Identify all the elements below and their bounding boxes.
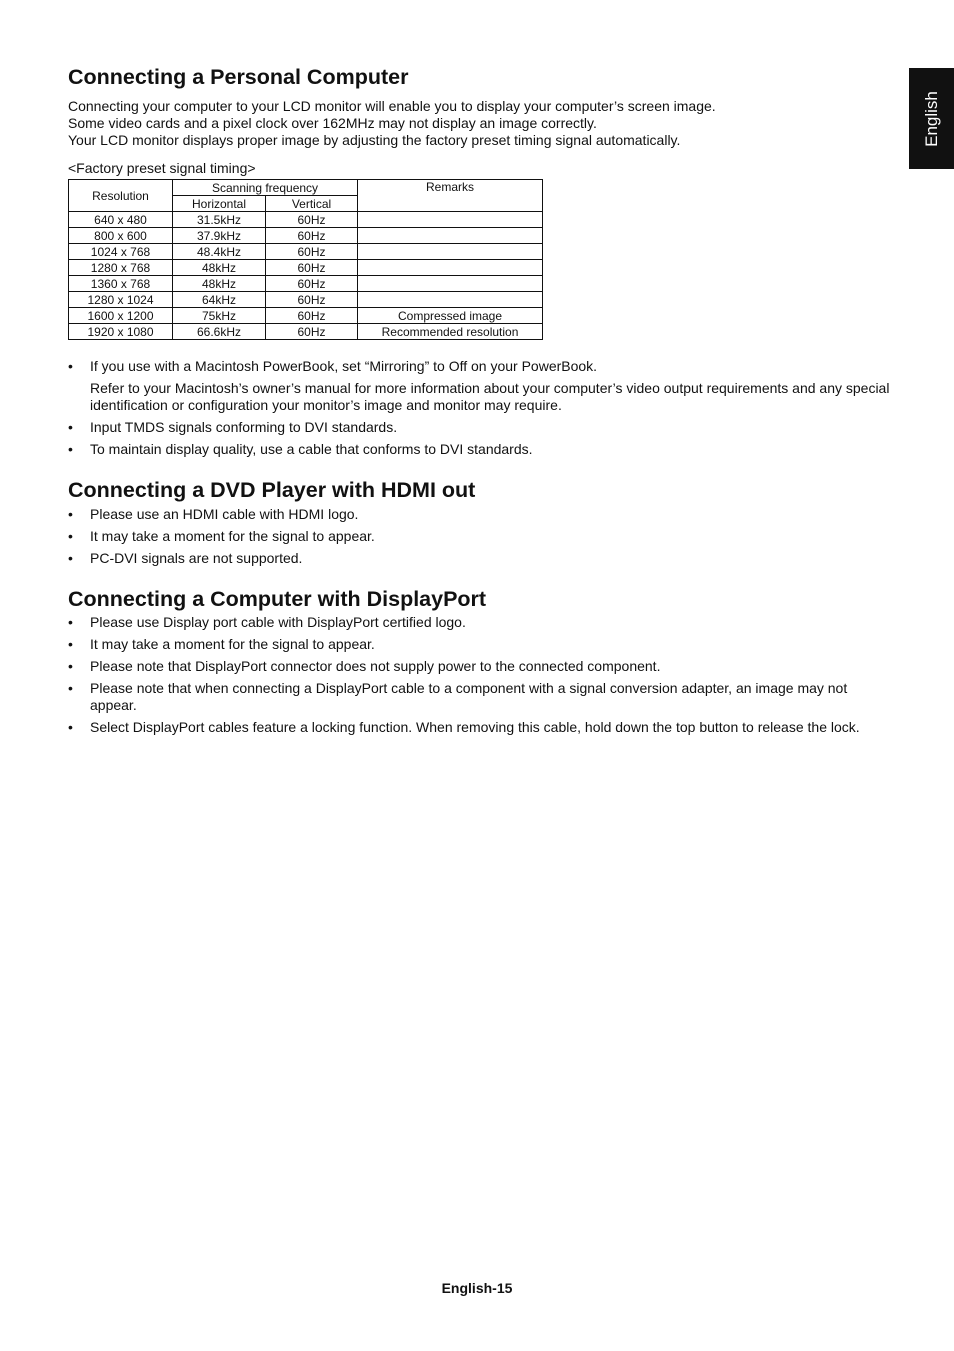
table-row (69, 276, 543, 292)
table-row (69, 308, 543, 324)
cell-vertical: 60Hz (266, 212, 358, 228)
cell-remarks (358, 212, 543, 228)
cell-horizontal: 66.6kHz (173, 324, 266, 340)
cell-horizontal: 75kHz (173, 308, 266, 324)
table-row (69, 260, 543, 276)
intro-line-2: Some video cards and a pixel clock over 162MHz may not display an image correctly. (68, 115, 597, 131)
cell-resolution: 1600 x 1200 (69, 308, 173, 324)
header-resolution: Resolution (69, 180, 173, 212)
pc-bullet-list (68, 358, 893, 458)
language-tab-label: English (921, 90, 941, 147)
cell-remarks: Compressed image (358, 308, 543, 324)
table-caption: <Factory preset signal timing> (68, 160, 256, 176)
cell-vertical: 60Hz (266, 324, 358, 340)
list-item: • Input TMDS signals conforming to DVI standards. (68, 419, 893, 436)
intro-line-1: Connecting your computer to your LCD monitor will enable you to display your computer’s screen image. (68, 98, 716, 114)
cell-resolution: 640 x 480 (69, 212, 173, 228)
cell-resolution: 1280 x 768 (69, 260, 173, 276)
table-row (69, 324, 543, 340)
cell-vertical: 60Hz (266, 260, 358, 276)
preset-timing-table (68, 179, 543, 340)
list-item-note: Refer to your Macintosh’s owner’s manual for more information about your computer’s video output requirements and any special identification or configuration your monitor’s image and monitor may require. (90, 380, 890, 413)
section-title-personal-computer: Connecting a Personal Computer (68, 65, 409, 89)
intro-line-3: Your LCD monitor displays proper image by adjusting the factory preset timing signal automatically. (68, 132, 681, 148)
cell-resolution: 1024 x 768 (69, 244, 173, 260)
cell-vertical: 60Hz (266, 244, 358, 260)
table-row (69, 212, 543, 228)
cell-resolution: 1920 x 1080 (69, 324, 173, 340)
list-item: • Select DisplayPort cables feature a locking function. When removing this cable, hold down the top button to release the lock. (68, 719, 893, 736)
cell-remarks (358, 228, 543, 244)
list-item: • Please use Display port cable with DisplayPort certified logo. (68, 614, 893, 631)
table-row (69, 228, 543, 244)
cell-remarks (358, 276, 543, 292)
list-item: • If you use with a Macintosh PowerBook, set “Mirroring” to Off on your PowerBook. (68, 358, 893, 375)
list-item: • It may take a moment for the signal to appear. (68, 636, 893, 653)
section-title-displayport: Connecting a Computer with DisplayPort (68, 587, 487, 611)
list-item: • To maintain display quality, use a cable that conforms to DVI standards. (68, 441, 893, 458)
cell-horizontal: 48.4kHz (173, 244, 266, 260)
cell-resolution: 800 x 600 (69, 228, 173, 244)
table-row (69, 292, 543, 308)
list-item: • PC-DVI signals are not supported. (68, 550, 893, 567)
list-item: • Please note that when connecting a DisplayPort cable to a component with a signal conversion adapter, an image may not appear. (68, 680, 893, 714)
header-vertical: Vertical (266, 196, 358, 212)
cell-horizontal: 37.9kHz (173, 228, 266, 244)
cell-resolution: 1280 x 1024 (69, 292, 173, 308)
displayport-bullet-list (68, 614, 893, 736)
cell-resolution: 1360 x 768 (69, 276, 173, 292)
header-scanning-frequency: Scanning frequency (173, 180, 358, 196)
section-title-dvd-player: Connecting a DVD Player with HDMI out (68, 478, 476, 502)
cell-remarks: Recommended resolution (358, 324, 543, 340)
header-horizontal: Horizontal (173, 196, 266, 212)
cell-vertical: 60Hz (266, 228, 358, 244)
cell-horizontal: 31.5kHz (173, 212, 266, 228)
dvd-bullet-list (68, 506, 893, 567)
header-remarks: Remarks (358, 180, 543, 212)
cell-remarks (358, 244, 543, 260)
list-item: • It may take a moment for the signal to appear. (68, 528, 893, 545)
table-header-row (69, 180, 543, 196)
cell-vertical: 60Hz (266, 308, 358, 324)
list-item: • Please note that DisplayPort connector does not supply power to the connected component. (68, 658, 893, 675)
table-row (69, 244, 543, 260)
cell-horizontal: 48kHz (173, 276, 266, 292)
cell-vertical: 60Hz (266, 276, 358, 292)
list-item: • Please use an HDMI cable with HDMI logo. (68, 506, 893, 523)
page-number: English-15 (441, 1280, 513, 1296)
language-tab (909, 68, 954, 169)
cell-vertical: 60Hz (266, 292, 358, 308)
cell-remarks (358, 260, 543, 276)
cell-remarks (358, 292, 543, 308)
cell-horizontal: 48kHz (173, 260, 266, 276)
cell-horizontal: 64kHz (173, 292, 266, 308)
